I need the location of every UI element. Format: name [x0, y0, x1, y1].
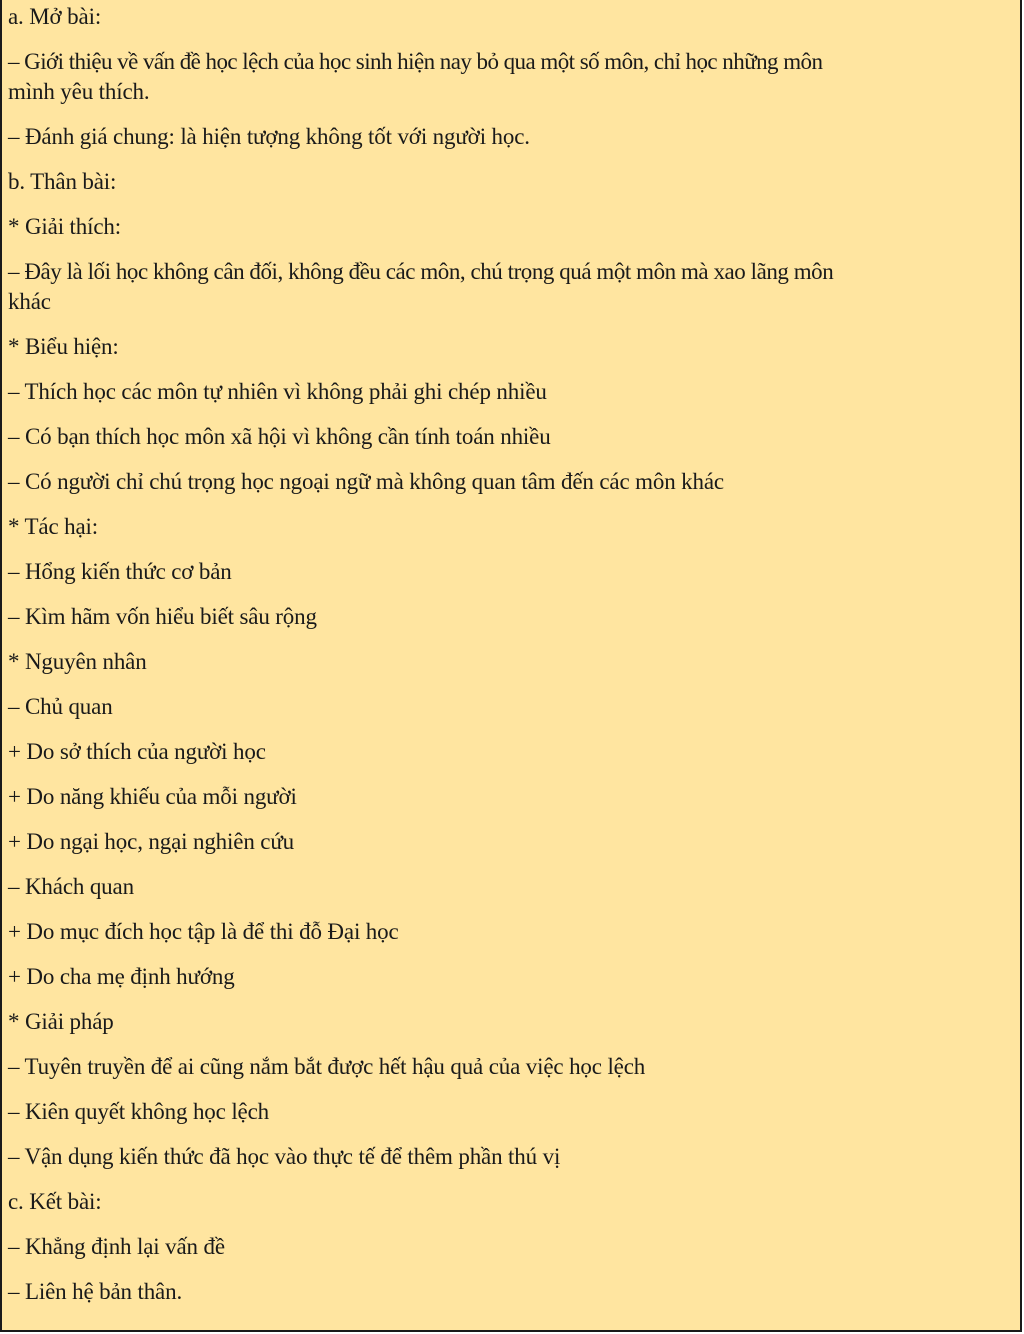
list-item-text: + Do ngại học, ngại nghiên cứu: [8, 829, 295, 854]
subheading: * Nguyên nhân: [8, 649, 147, 674]
list-item: [8, 782, 1016, 812]
list-item-text: – Liên hệ bản thân.: [8, 1279, 183, 1304]
paragraph-heading-than-bai: [8, 167, 1016, 197]
list-item-text: – Chủ quan: [8, 694, 113, 719]
list-item: [8, 692, 1016, 722]
paragraph-intro: [8, 47, 1016, 107]
list-item-text: + Do năng khiếu của mỗi người: [8, 784, 297, 809]
paragraph-subheading-bieu-hien: [8, 332, 1016, 362]
paragraph-text: – Đây là lối học không cân đối, không đều các môn, chú trọng quá một môn mà xao lãng môn: [8, 259, 834, 284]
subheading: * Giải pháp: [8, 1009, 114, 1034]
list-item: [8, 422, 1016, 452]
list-item: [8, 377, 1016, 407]
list-item-text: – Có người chỉ chú trọng học ngoại ngữ mà không quan tâm đến các môn khác: [8, 469, 724, 494]
section-heading: a. Mở bài:: [8, 4, 102, 29]
list-item: [8, 1097, 1016, 1127]
list-item-text: + Do sở thích của người học: [8, 739, 266, 764]
list-item-text: – Thích học các môn tự nhiên vì không phải ghi chép nhiều: [8, 379, 547, 404]
list-item: [8, 602, 1016, 632]
list-item: [8, 872, 1016, 902]
list-item: [8, 467, 1016, 497]
section-heading: b. Thân bài:: [8, 169, 117, 194]
list-item-text: – Tuyên truyền để ai cũng nắm bắt được hết hậu quả của việc học lệch: [8, 1054, 646, 1079]
subheading: * Tác hại:: [8, 514, 99, 539]
list-item-text: + Do mục đích học tập là để thi đỗ Đại học: [8, 919, 399, 944]
list-item: [8, 827, 1016, 857]
section-heading: c. Kết bài:: [8, 1189, 102, 1214]
paragraph-heading-mo-bai: [8, 2, 1016, 32]
list-item-text: – Hổng kiến thức cơ bản: [8, 559, 232, 584]
paragraph-evaluation: [8, 122, 1016, 152]
paragraph-text-continued: khác: [8, 289, 51, 314]
paragraph-text: – Giới thiệu về vấn đề học lệch của học sinh hiện nay bỏ qua một số môn, chỉ học những môn: [8, 49, 823, 74]
list-item: [8, 1277, 1016, 1307]
paragraph-subheading-giai-phap: [8, 1007, 1016, 1037]
paragraph-text-continued: mình yêu thích.: [8, 79, 150, 104]
list-item-text: – Có bạn thích học môn xã hội vì không cần tính toán nhiều: [8, 424, 551, 449]
paragraph-heading-ket-bai: [8, 1187, 1016, 1217]
paragraph-text: – Đánh giá chung: là hiện tượng không tốt với người học.: [8, 124, 530, 149]
list-item: [8, 1232, 1016, 1262]
list-item: [8, 1052, 1016, 1082]
list-item: [8, 557, 1016, 587]
list-item: [8, 737, 1016, 767]
list-item: [8, 1142, 1016, 1172]
list-item-text: – Kiên quyết không học lệch: [8, 1099, 270, 1124]
paragraph-subheading-tac-hai: [8, 512, 1016, 542]
list-item: [8, 917, 1016, 947]
list-item-text: – Vận dụng kiến thức đã học vào thực tế để thêm phần thú vị: [8, 1144, 561, 1169]
list-item-text: – Khẳng định lại vấn đề: [8, 1234, 225, 1259]
paragraph-subheading-nguyen-nhan: [8, 647, 1016, 677]
subheading: * Giải thích:: [8, 214, 122, 239]
paragraph-explanation: [8, 257, 1016, 317]
list-item-text: – Khách quan: [8, 874, 134, 899]
list-item: [8, 962, 1016, 992]
list-item-text: + Do cha mẹ định hướng: [8, 964, 235, 989]
paragraph-subheading-giai-thich: [8, 212, 1016, 242]
subheading: * Biểu hiện:: [8, 334, 119, 359]
document-content: [8, 2, 1016, 1322]
list-item-text: – Kìm hãm vốn hiểu biết sâu rộng: [8, 604, 317, 629]
